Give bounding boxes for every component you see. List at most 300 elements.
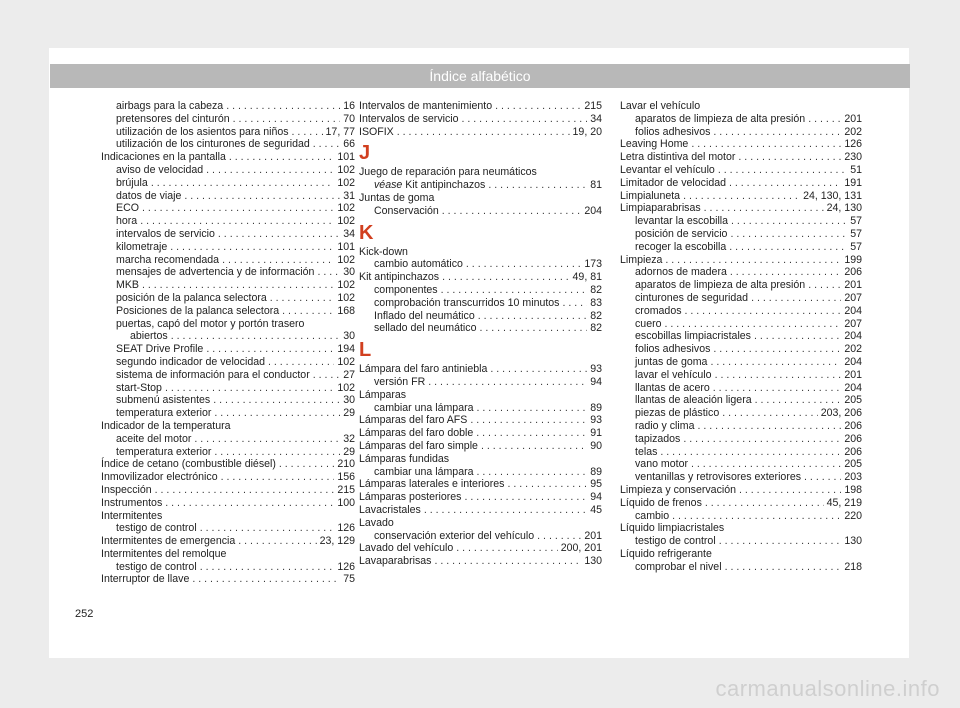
- index-term: juntas de goma: [635, 355, 708, 368]
- dot-leader: [665, 254, 841, 267]
- index-subentry: [101, 138, 355, 151]
- index-term: cuero: [635, 317, 662, 330]
- index-subentry: [359, 258, 602, 271]
- index-term: Leaving Home: [620, 138, 689, 151]
- page-reference: 45: [590, 503, 602, 516]
- dot-leader: [691, 138, 841, 151]
- page-reference: 27: [343, 368, 355, 381]
- index-subentry: [620, 215, 862, 228]
- index-subentry: [620, 279, 862, 292]
- dot-leader: [213, 394, 340, 407]
- index-term: datos de viaje: [116, 189, 182, 202]
- index-term: Limpialuneta: [620, 189, 681, 202]
- index-term: comprobación transcurridos 10 minutos: [374, 296, 560, 309]
- dot-leader: [442, 271, 569, 284]
- index-column-3: [620, 100, 862, 573]
- dot-leader: [462, 113, 588, 126]
- page-reference: 215: [337, 483, 355, 496]
- index-term: recoger la escobilla: [635, 240, 727, 253]
- page-reference: 83: [590, 296, 602, 309]
- index-subentry: [620, 228, 862, 241]
- dot-leader: [537, 530, 581, 543]
- index-term: submenú asistentes: [116, 394, 211, 407]
- index-subentry: [359, 205, 602, 218]
- index-subentry: [620, 394, 862, 407]
- page-reference: 23, 129: [319, 535, 355, 548]
- dot-leader: [424, 504, 587, 517]
- index-entry: [620, 484, 862, 497]
- page-reference: 82: [590, 283, 602, 296]
- index-subentry: [359, 530, 602, 543]
- page-reference: 202: [844, 343, 862, 356]
- dot-leader: [442, 205, 582, 218]
- index-entry: [359, 192, 602, 205]
- dot-leader: [428, 376, 587, 389]
- dot-leader: [705, 497, 824, 510]
- index-entry: [101, 497, 355, 510]
- page-reference: 102: [337, 215, 355, 228]
- index-entry: [359, 363, 602, 376]
- page-reference: 198: [844, 483, 862, 496]
- index-subentry: [620, 241, 862, 254]
- index-term: Limpiaparabrisas: [620, 202, 701, 215]
- index-entry: [359, 542, 602, 555]
- index-subentry: [101, 126, 355, 139]
- index-entry: [359, 504, 602, 517]
- page-reference: 57: [850, 240, 862, 253]
- dot-leader: [710, 356, 841, 369]
- index-term: conservación exterior del vehículo: [374, 529, 535, 542]
- index-subentry: [620, 318, 862, 331]
- dot-leader: [218, 228, 340, 241]
- index-term: mensajes de advertencia y de información: [116, 266, 315, 279]
- index-term: ventanillas y retrovisores exteriores: [635, 471, 802, 484]
- index-subentry: [620, 433, 862, 446]
- index-subentry: [101, 215, 355, 228]
- page-reference: 206: [844, 419, 862, 432]
- page-reference: 51: [850, 163, 862, 176]
- page-reference: 19, 20: [572, 125, 602, 138]
- page-reference: 201: [844, 112, 862, 125]
- dot-leader: [238, 535, 316, 548]
- dot-leader: [704, 202, 824, 215]
- index-subentry: [101, 113, 355, 126]
- index-subentry: [620, 420, 862, 433]
- page-reference: 102: [337, 163, 355, 176]
- index-term: Kick-down: [359, 245, 408, 258]
- index-term: Levantar el vehículo: [620, 163, 715, 176]
- dot-leader: [713, 382, 842, 395]
- dot-leader: [270, 292, 335, 305]
- index-term: Limpieza y conservación: [620, 483, 736, 496]
- index-subentry: [359, 466, 602, 479]
- page-reference: 57: [850, 227, 862, 240]
- page-reference: 89: [590, 401, 602, 414]
- dot-leader: [739, 484, 841, 497]
- page-reference: 130: [844, 535, 862, 548]
- index-term: Limitador de velocidad: [620, 176, 726, 189]
- index-subentry: [620, 510, 862, 523]
- index-entry: [101, 548, 355, 561]
- index-term: posición de servicio: [635, 227, 728, 240]
- dot-leader: [476, 427, 587, 440]
- index-entry: [359, 478, 602, 491]
- index-term: intervalos de servicio: [116, 227, 215, 240]
- index-term: hora: [116, 215, 138, 228]
- index-term: aparatos de limpieza de alta presión: [635, 279, 806, 292]
- index-subentry: [101, 202, 355, 215]
- index-term: posición de la palanca selectora: [116, 291, 267, 304]
- dot-leader: [165, 497, 334, 510]
- dot-leader: [221, 471, 335, 484]
- index-term: aceite del motor: [116, 432, 192, 445]
- index-term: temperatura exterior: [116, 407, 212, 420]
- index-subentry: [101, 228, 355, 241]
- page-reference: 130: [584, 555, 602, 568]
- page-reference: 202: [844, 125, 862, 138]
- index-subentry: [101, 254, 355, 267]
- dot-leader: [142, 202, 334, 215]
- index-term: componentes: [374, 283, 438, 296]
- index-subentry: [101, 407, 355, 420]
- index-term: aparatos de limpieza de alta presión: [635, 112, 806, 125]
- dot-leader: [718, 164, 847, 177]
- index-term: kilometraje: [116, 240, 168, 253]
- index-term: Indicador de la temperatura: [101, 419, 231, 432]
- page-reference: 215: [584, 100, 602, 112]
- page-reference: 218: [844, 560, 862, 573]
- dot-leader: [456, 542, 558, 555]
- index-term: Inmovilizador electrónico: [101, 471, 218, 484]
- index-term: llantas de aleación ligera: [635, 394, 752, 407]
- index-entry: [359, 166, 602, 179]
- index-term: cromados: [635, 304, 682, 317]
- page-reference: 206: [844, 445, 862, 458]
- dot-leader: [683, 433, 841, 446]
- index-subentry: [101, 190, 355, 203]
- page-reference: 102: [337, 253, 355, 266]
- index-subentry: [359, 284, 602, 297]
- dot-leader: [488, 179, 587, 192]
- index-subentry: [101, 382, 355, 395]
- index-entry: [620, 100, 862, 113]
- index-subentry: [101, 279, 355, 292]
- index-entry: [359, 271, 602, 284]
- index-term: Letra distintiva del motor: [620, 151, 736, 164]
- index-column-1: [101, 100, 355, 586]
- index-term: Posiciones de la palanca selectora: [116, 304, 280, 317]
- dot-leader: [478, 310, 587, 323]
- dot-leader: [200, 561, 335, 574]
- index-subentry: [101, 394, 355, 407]
- index-entry: [620, 164, 862, 177]
- index-term: cambiar una lámpara: [374, 465, 474, 478]
- dot-leader: [713, 126, 841, 139]
- page-reference: 16: [343, 100, 355, 112]
- dot-leader: [214, 446, 340, 459]
- dot-leader: [731, 215, 847, 228]
- index-subentry: [620, 292, 862, 305]
- index-entry: [101, 573, 355, 586]
- page-reference: 91: [590, 427, 602, 440]
- page-reference: 102: [337, 381, 355, 394]
- index-term: Líquido refrigerante: [620, 547, 712, 560]
- dot-leader: [470, 414, 587, 427]
- dot-leader: [397, 126, 570, 139]
- index-term: MKB: [116, 279, 139, 292]
- index-entry: [101, 458, 355, 471]
- index-term: Intermitentes del remolque: [101, 547, 227, 560]
- index-subentry: [101, 522, 355, 535]
- dot-leader: [226, 100, 340, 113]
- index-entry: [359, 517, 602, 530]
- index-entry: [359, 491, 602, 504]
- index-entry: [620, 177, 862, 190]
- index-term: marcha recomendada: [116, 253, 220, 266]
- index-term: cambiar una lámpara: [374, 401, 474, 414]
- index-term: segundo indicador de velocidad: [116, 355, 266, 368]
- index-term: folios adhesivos: [635, 125, 711, 138]
- index-section-letter: K: [359, 221, 374, 244]
- page-reference: 81: [590, 179, 602, 192]
- page-reference: 207: [844, 291, 862, 304]
- index-subentry: [101, 318, 355, 331]
- index-term: versión FR: [374, 375, 426, 388]
- dot-leader: [691, 458, 841, 471]
- page-reference: 173: [584, 258, 602, 271]
- page-reference: 57: [850, 215, 862, 228]
- dot-leader: [282, 305, 334, 318]
- index-term: ECO: [116, 202, 139, 215]
- page-reference: 156: [337, 471, 355, 484]
- dot-leader: [683, 190, 800, 203]
- index-entry: [101, 151, 355, 164]
- index-entry: [359, 113, 602, 126]
- index-term: abiertos: [130, 330, 168, 343]
- index-subentry: [620, 113, 862, 126]
- dot-leader: [751, 292, 841, 305]
- page-reference: 200, 201: [560, 542, 602, 555]
- dot-leader: [479, 322, 587, 335]
- dot-leader: [184, 190, 340, 203]
- index-subentry: [620, 458, 862, 471]
- dot-leader: [170, 241, 334, 254]
- index-subentry: [101, 100, 355, 113]
- page-reference: 95: [590, 478, 602, 491]
- index-term: levantar la escobilla: [635, 215, 729, 228]
- index-entry: [620, 202, 862, 215]
- index-subentry: [620, 369, 862, 382]
- page-reference: 34: [343, 227, 355, 240]
- index-subentry: [359, 322, 602, 335]
- dot-leader: [754, 330, 841, 343]
- index-term: adornos de madera: [635, 266, 727, 279]
- index-term: telas: [635, 445, 658, 458]
- index-term: pretensores del cinturón: [116, 112, 230, 125]
- page-reference: 191: [844, 176, 862, 189]
- dot-leader: [142, 279, 334, 292]
- index-subentry: [101, 343, 355, 356]
- dot-leader: [206, 164, 334, 177]
- page-reference: 102: [337, 355, 355, 368]
- dot-leader: [279, 458, 334, 471]
- index-term: cambio: [635, 509, 670, 522]
- index-entry: [620, 522, 862, 535]
- dot-leader: [730, 266, 841, 279]
- page-reference: 201: [844, 368, 862, 381]
- index-subentry: [620, 305, 862, 318]
- index-subentry: [101, 446, 355, 459]
- dot-leader: [725, 561, 842, 574]
- dot-leader: [441, 284, 588, 297]
- dot-leader: [495, 100, 581, 113]
- dot-leader: [804, 471, 841, 484]
- page-reference: 102: [337, 279, 355, 292]
- index-term: llantas de acero: [635, 381, 710, 394]
- index-entry: [620, 254, 862, 267]
- index-term: comprobar el nivel: [635, 560, 722, 573]
- dot-leader: [722, 407, 818, 420]
- index-term: Lámparas laterales e interiores: [359, 478, 505, 491]
- index-term: Limpieza: [620, 253, 663, 266]
- dot-leader: [313, 138, 340, 151]
- index-entry: [359, 126, 602, 139]
- page-reference: 100: [337, 496, 355, 509]
- index-term: Indicaciones en la pantalla: [101, 151, 226, 164]
- page-reference: 30: [343, 394, 355, 407]
- index-term: Lámparas del faro AFS: [359, 414, 468, 427]
- dot-leader: [808, 279, 841, 292]
- dot-leader: [481, 440, 587, 453]
- page-reference: 203, 206: [820, 407, 862, 420]
- index-term: utilización de los cinturones de seguridad: [116, 138, 310, 151]
- dot-leader: [477, 466, 588, 479]
- index-subentry: [101, 561, 355, 574]
- page-reference: 30: [343, 266, 355, 279]
- index-subentry: [101, 164, 355, 177]
- page-reference: 24, 130, 131: [803, 189, 862, 202]
- page-reference: 206: [844, 432, 862, 445]
- index-term: Intermitentes de emergencia: [101, 535, 236, 548]
- index-subentry: [101, 177, 355, 190]
- index-term: tapizados: [635, 432, 681, 445]
- index-column-2: [359, 100, 602, 568]
- index-term: Lavaparabrisas: [359, 555, 432, 568]
- page-reference: 199: [844, 253, 862, 266]
- dot-leader: [233, 113, 341, 126]
- index-subentry: [620, 126, 862, 139]
- page-reference: 49, 81: [572, 271, 602, 284]
- index-term: Intermitentes: [101, 509, 163, 522]
- index-term: Interruptor de llave: [101, 573, 190, 586]
- index-term: Índice de cetano (combustible diésel): [101, 458, 276, 471]
- index-entry: [359, 246, 602, 259]
- index-term: testigo de control: [116, 522, 197, 535]
- index-subentry: [101, 292, 355, 305]
- page-reference: 205: [844, 394, 862, 407]
- page-reference: 206: [844, 266, 862, 279]
- index-section-letter: J: [359, 142, 371, 165]
- page-reference: 70: [343, 112, 355, 125]
- watermark: carmanualsonline.info: [715, 676, 940, 701]
- page-reference: 94: [590, 375, 602, 388]
- dot-leader: [729, 177, 841, 190]
- dot-leader: [755, 394, 842, 407]
- index-subentry: [620, 343, 862, 356]
- dot-leader: [562, 297, 587, 310]
- index-term: puertas, capó del motor y portón trasero: [116, 317, 305, 330]
- page-reference: 17, 77: [325, 125, 355, 138]
- index-term: testigo de control: [635, 535, 716, 548]
- page-reference: 102: [337, 176, 355, 189]
- page-reference: 102: [337, 202, 355, 215]
- dot-leader: [171, 330, 341, 343]
- dot-leader: [200, 522, 335, 535]
- page-reference: 201: [584, 529, 602, 542]
- see-reference-prefix: véase: [374, 179, 403, 192]
- index-term: Juntas de goma: [359, 191, 435, 204]
- index-term: sellado del neumático: [374, 322, 477, 335]
- dot-leader: [229, 151, 334, 164]
- index-entry: [359, 414, 602, 427]
- dot-leader: [715, 369, 842, 382]
- index-subentry: [620, 330, 862, 343]
- index-subentry: [101, 241, 355, 254]
- index-term: Inspección: [101, 483, 152, 496]
- page-reference: 34: [590, 112, 602, 125]
- index-term: Intervalos de servicio: [359, 112, 459, 125]
- page-reference: 204: [844, 330, 862, 343]
- page-reference: 24, 130: [826, 202, 862, 215]
- page-reference: 126: [337, 560, 355, 573]
- index-term: temperatura exterior: [116, 445, 212, 458]
- index-subentry: [620, 356, 862, 369]
- page-reference: 203: [844, 471, 862, 484]
- dot-leader: [165, 382, 334, 395]
- index-term: Lámparas posteriores: [359, 491, 462, 504]
- index-term: Kit antipinchazos: [359, 271, 440, 284]
- dot-leader: [155, 484, 335, 497]
- dot-leader: [206, 343, 334, 356]
- index-term: start-Stop: [116, 381, 162, 394]
- index-term: Conservación: [374, 204, 439, 217]
- index-subentry: [359, 402, 602, 415]
- page-reference: 31: [343, 189, 355, 202]
- dot-leader: [685, 305, 842, 318]
- index-entry: [359, 440, 602, 453]
- dot-leader: [477, 402, 588, 415]
- page-number: 252: [75, 608, 94, 620]
- index-entry: [620, 548, 862, 561]
- index-term: Juego de reparación para neumáticos: [359, 166, 537, 179]
- index-subentry: [359, 297, 602, 310]
- page-reference: 89: [590, 465, 602, 478]
- index-term: cambio automático: [374, 258, 463, 271]
- page-reference: 207: [844, 317, 862, 330]
- index-subentry: [101, 433, 355, 446]
- page-reference: 194: [337, 343, 355, 356]
- index-entry: [620, 151, 862, 164]
- page-reference: 204: [844, 304, 862, 317]
- index-term: Lavado: [359, 516, 394, 529]
- index-term: Lámparas del faro doble: [359, 427, 474, 440]
- index-term: Líquido limpiacristales: [620, 522, 725, 535]
- index-term: vano motor: [635, 458, 688, 471]
- page-reference: 82: [590, 322, 602, 335]
- index-term: Lámparas fundidas: [359, 452, 450, 465]
- dot-leader: [194, 433, 340, 446]
- index-entry: [101, 484, 355, 497]
